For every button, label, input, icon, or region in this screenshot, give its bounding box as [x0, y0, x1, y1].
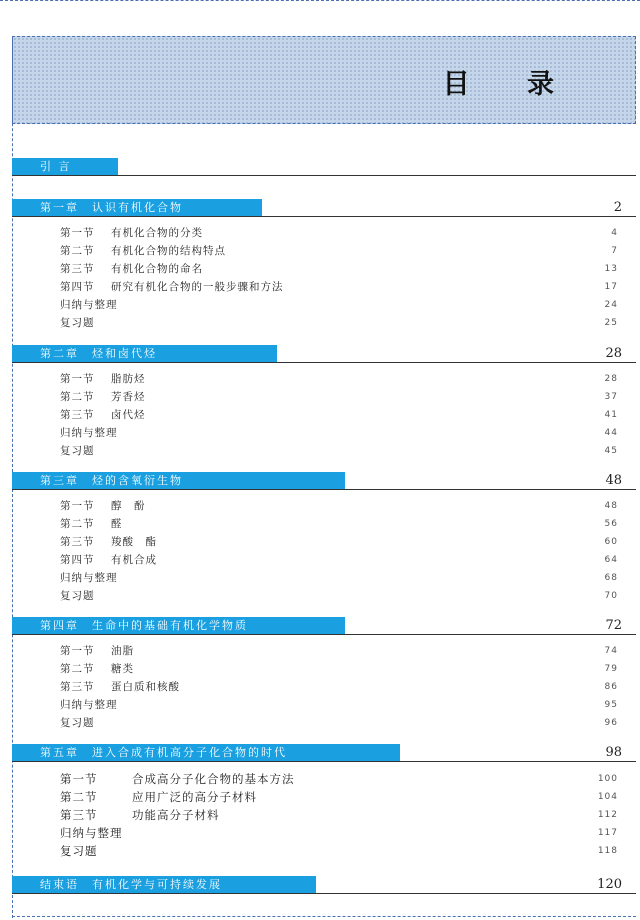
chapter-2 — [12, 345, 636, 457]
section-page: 48 — [604, 501, 618, 511]
section-title: 有机化合物的分类 — [111, 227, 203, 239]
section-number: 复习题 — [60, 317, 95, 329]
section-page: 118 — [597, 846, 618, 856]
section-number: 归纳与整理 — [60, 826, 123, 840]
section-number: 第四节 — [60, 281, 95, 293]
chapter-3-page: 48 — [605, 473, 622, 488]
section-number: 第三节 — [60, 536, 95, 548]
section-number: 第三节 — [60, 409, 95, 421]
page-title: 目 录 — [442, 69, 578, 100]
toc-entry[interactable] — [60, 243, 618, 260]
section-page: 17 — [604, 282, 618, 292]
section-page: 64 — [604, 555, 618, 565]
toc-entry[interactable] — [60, 225, 618, 242]
chapter-1-heading[interactable] — [12, 199, 636, 217]
closing-entry — [12, 876, 636, 894]
chapter-1-label: 第一章 认识有机化合物 — [12, 199, 262, 217]
chapter-3-label: 第三章 烃的含氧衍生物 — [12, 472, 345, 490]
closing-label: 结束语 有机化学与可持续发展 — [12, 876, 316, 894]
chapter-5-page: 98 — [605, 745, 622, 760]
section-title: 合成高分子化合物的基本方法 — [132, 772, 295, 786]
toc-entry[interactable] — [60, 371, 618, 388]
section-page: 117 — [597, 828, 618, 838]
section-number: 复习题 — [60, 844, 98, 858]
toc-entry[interactable] — [60, 824, 618, 842]
toc-entry[interactable] — [60, 425, 618, 442]
section-title: 醇 酚 — [111, 500, 146, 512]
closing-page: 120 — [597, 877, 622, 892]
section-page: 79 — [604, 664, 618, 674]
section-number: 归纳与整理 — [60, 699, 118, 711]
chapter-rule — [12, 893, 636, 894]
section-page: 45 — [604, 446, 618, 456]
closing-heading[interactable] — [12, 876, 636, 894]
toc-entry[interactable] — [60, 443, 618, 460]
intro-rule — [12, 175, 636, 176]
section-number: 第一节 — [60, 772, 98, 786]
section-page: 41 — [604, 410, 618, 420]
section-page: 56 — [604, 519, 618, 529]
section-number: 复习题 — [60, 717, 95, 729]
toc-entry[interactable] — [60, 697, 618, 714]
toc-entry[interactable] — [60, 788, 618, 806]
section-title: 研究有机化合物的一般步骤和方法 — [111, 281, 284, 293]
section-number: 第三节 — [60, 263, 95, 275]
toc-entry[interactable] — [60, 552, 618, 569]
section-title: 油脂 — [111, 645, 134, 657]
section-number: 归纳与整理 — [60, 299, 118, 311]
chapter-4-label: 第四章 生命中的基础有机化学物质 — [12, 617, 345, 635]
section-title: 芳香烃 — [111, 391, 146, 403]
top-dashed-border — [0, 0, 640, 2]
chapter-4 — [12, 617, 636, 729]
section-page: 68 — [604, 573, 618, 583]
section-page: 25 — [604, 318, 618, 328]
chapter-5 — [12, 744, 636, 858]
chapter-rule — [12, 761, 636, 762]
chapter-rule — [12, 362, 636, 363]
section-number: 第二节 — [60, 663, 95, 675]
chapter-3-heading[interactable] — [12, 472, 636, 490]
section-title: 羧酸 酯 — [111, 536, 157, 548]
section-page: 112 — [597, 810, 618, 820]
section-number: 第二节 — [60, 790, 98, 804]
toc-entry[interactable] — [60, 588, 618, 605]
section-page: 96 — [604, 718, 618, 728]
section-page: 100 — [597, 774, 618, 784]
toc-entry[interactable] — [60, 842, 618, 860]
section-title: 有机化合物的结构特点 — [111, 245, 226, 257]
section-page: 24 — [604, 300, 618, 310]
chapter-rule — [12, 634, 636, 635]
chapter-1-page: 2 — [613, 200, 622, 215]
section-title: 功能高分子材料 — [132, 808, 220, 822]
toc-entry[interactable] — [60, 570, 618, 587]
intro-label: 引 言 — [12, 158, 118, 176]
section-number: 复习题 — [60, 590, 95, 602]
section-number: 第一节 — [60, 500, 95, 512]
chapter-rule — [12, 216, 636, 217]
toc-entry[interactable] — [60, 806, 618, 824]
section-number: 归纳与整理 — [60, 427, 118, 439]
section-number: 第一节 — [60, 227, 95, 239]
section-title: 脂肪烃 — [111, 373, 146, 385]
section-number: 归纳与整理 — [60, 572, 118, 584]
section-page: 104 — [597, 792, 618, 802]
bottom-dashed-border — [12, 916, 636, 918]
chapter-4-page: 72 — [605, 618, 622, 633]
toc-entry[interactable] — [60, 661, 618, 678]
chapter-3 — [12, 472, 636, 602]
intro-entry[interactable] — [12, 158, 636, 176]
toc-entry[interactable] — [60, 498, 618, 515]
toc-entry[interactable] — [60, 534, 618, 551]
toc-entry[interactable] — [60, 516, 618, 533]
section-page: 86 — [604, 682, 618, 692]
section-page: 95 — [604, 700, 618, 710]
chapter-5-heading[interactable] — [12, 744, 636, 762]
section-number: 第三节 — [60, 808, 98, 822]
section-title: 有机化合物的命名 — [111, 263, 203, 275]
section-number: 第二节 — [60, 245, 95, 257]
toc-entry[interactable] — [60, 261, 618, 278]
toc-entry[interactable] — [60, 679, 618, 696]
section-page: 7 — [611, 246, 618, 256]
section-page: 74 — [604, 646, 618, 656]
chapter-5-label: 第五章 进入合成有机高分子化合物的时代 — [12, 744, 400, 762]
section-page: 13 — [604, 264, 618, 274]
section-title: 应用广泛的高分子材料 — [132, 790, 257, 804]
section-number: 第一节 — [60, 645, 95, 657]
chapter-2-label: 第二章 烃和卤代烃 — [12, 345, 277, 363]
section-number: 第三节 — [60, 681, 95, 693]
section-number: 复习题 — [60, 445, 95, 457]
toc-entry[interactable] — [60, 715, 618, 732]
chapter-2-page: 28 — [605, 346, 622, 361]
section-page: 44 — [604, 428, 618, 438]
chapter-4-heading[interactable] — [12, 617, 636, 635]
toc-entry[interactable] — [60, 279, 618, 296]
chapter-rule — [12, 489, 636, 490]
section-title: 醛 — [111, 518, 123, 530]
section-page: 4 — [611, 228, 618, 238]
toc-entry[interactable] — [60, 297, 618, 314]
section-number: 第二节 — [60, 518, 95, 530]
section-title: 蛋白质和核酸 — [111, 681, 180, 693]
chapter-1 — [12, 199, 636, 329]
section-title: 糖类 — [111, 663, 134, 675]
section-page: 28 — [604, 374, 618, 384]
section-page: 70 — [604, 591, 618, 601]
toc-entry[interactable] — [60, 770, 618, 788]
section-number: 第四节 — [60, 554, 95, 566]
section-number: 第二节 — [60, 391, 95, 403]
toc-entry[interactable] — [60, 389, 618, 406]
toc-entry[interactable] — [60, 643, 618, 660]
section-number: 第一节 — [60, 373, 95, 385]
section-title: 卤代烃 — [111, 409, 146, 421]
toc-entry[interactable] — [60, 315, 618, 332]
section-title: 有机合成 — [111, 554, 157, 566]
section-page: 37 — [604, 392, 618, 402]
chapter-2-heading[interactable] — [12, 345, 636, 363]
toc-entry[interactable] — [60, 407, 618, 424]
section-page: 60 — [604, 537, 618, 547]
